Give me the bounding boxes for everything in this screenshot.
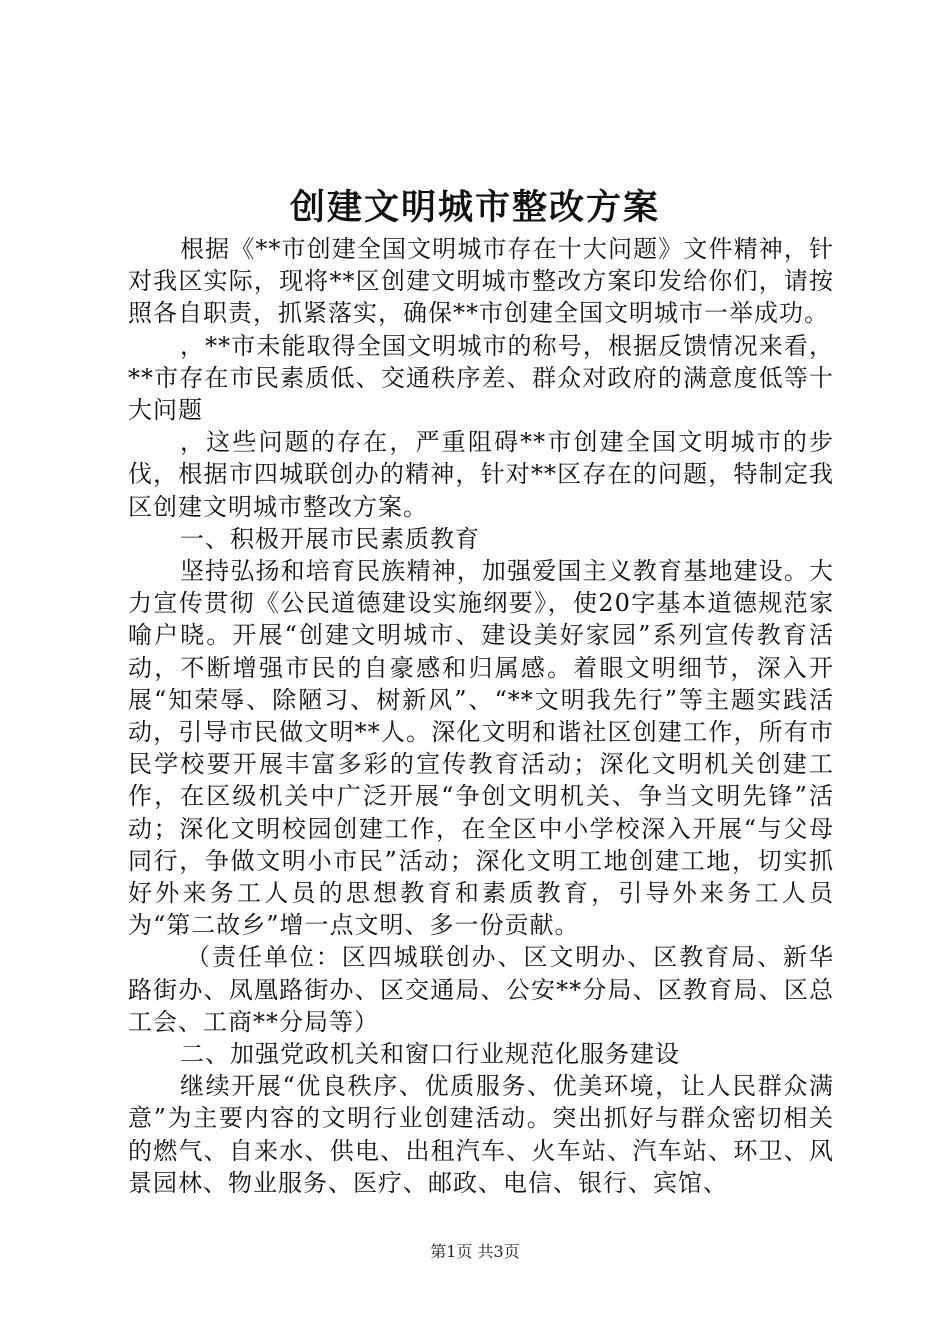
section-heading-2: 二、加强党政机关和窗口行业规范化服务建设 [180, 1040, 680, 1069]
paragraph-section-2: 继续开展“优良秩序、优质服务、优美环境，让人民群众满意”为主要内容的文明行业创建活动。突出抓好与群众密切相关的燃气、自来水、供电、出租汽车、火车站、汽车站、环卫、风景园林、物业服务、医疗、邮政、电信、银行、宾馆、 [128, 1072, 834, 1197]
document-title: 创建文明城市整改方案 [289, 187, 660, 228]
paragraph-intro: 根据《**市创建全国文明城市存在十大问题》文件精神，针对我区实际，现将**区创建文明城市整改方案印发给你们，请按照各自职责，抓紧落实，确保**市创建全国文明城市一举成功。 [128, 235, 834, 328]
paragraph-purpose: ，这些问题的存在，严重阻碍**市创建全国文明城市的步伐，根据市四城联创办的精神，针对**区存在的问题，特制定我区创建文明城市整改方案。 [128, 428, 834, 521]
section-heading-1: 一、积极开展市民素质教育 [180, 524, 480, 553]
paragraph-background: ，**市未能取得全国文明城市的称号，根据反馈情况来看，**市存在市民素质低、交通秩序差、群众对政府的满意度低等十大问题 [128, 331, 834, 425]
page-number: 第1页 共3页 [430, 1242, 520, 1261]
paragraph-section-1: 坚持弘扬和培育民族精神，加强爱国主义教育基地建设。大力宣传贯彻《公民道德建设实施纲要》，使20字基本道德规范家喻户晓。开展“创建文明城市、建设美好家园”系列宣传教育活动，不断增强市民的自豪感和归属感。着眼文明细节，深入开展“知荣辱、除陋习、树新风”、“**文明我先行”等主题实践活动，引导市民做文明**人。深化文明和谐社区创建工作，所有市民学校要开展丰富多彩的宣传教育活动；深化文明机关创建工作，在区级机关中广泛开展“争创文明机关、争当文明先锋”活动；深化文明校园创建工作，在全区中小学校深入开展“与父母同行，争做文明小市民”活动；深化文明工地创建工地，切实抓好外来务工人员的思想教育和素质教育，引导外来务工人员为“第二故乡”增一点文明、多一份贡献。 [128, 557, 834, 940]
document-body [128, 233, 834, 1199]
paragraph-responsible-units: （责任单位：区四城联创办、区文明办、区教育局、新华路街办、凤凰路街办、区交通局、公安**分局、区教育局、区总工会、工商**分局等） [128, 943, 834, 1036]
